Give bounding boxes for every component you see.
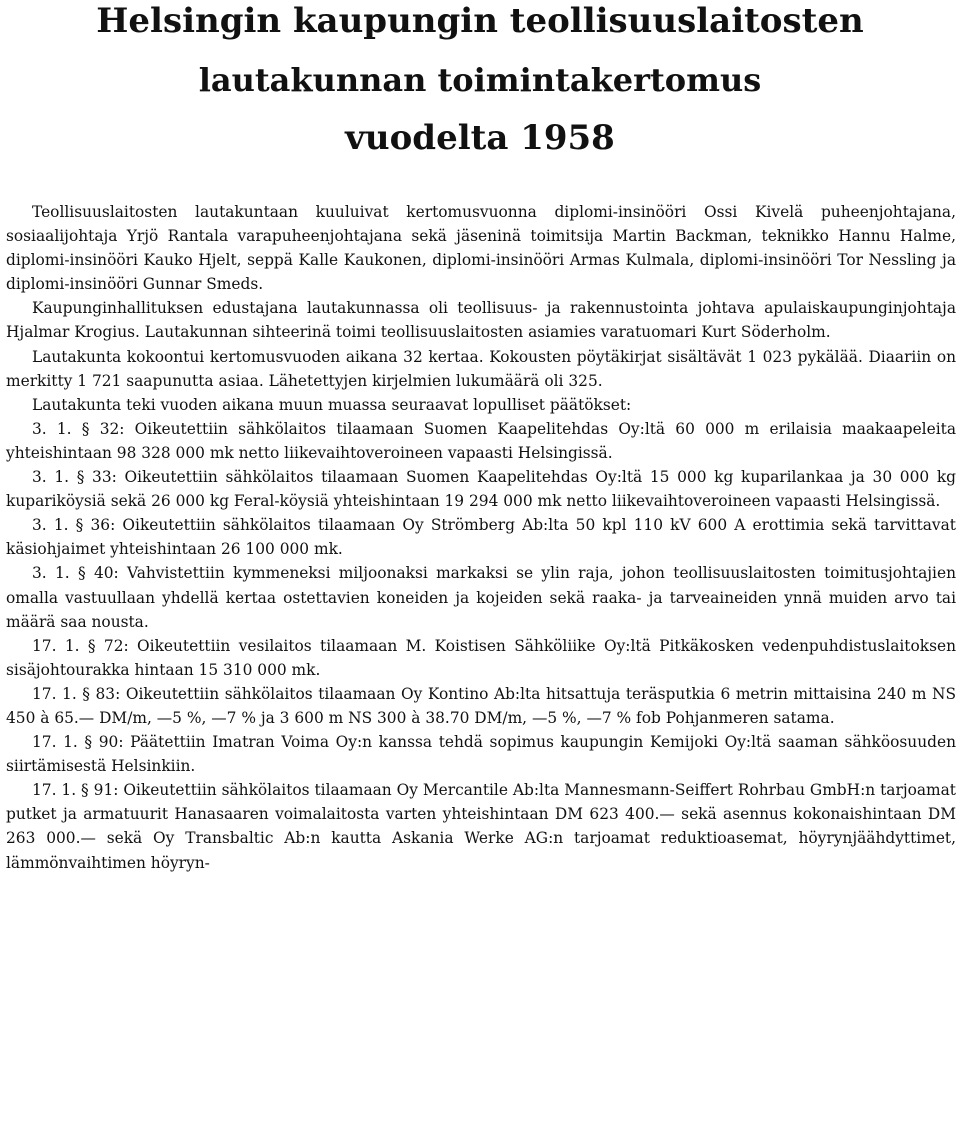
decision-item: 3. 1. § 32: Oikeutettiin sähkölaitos tilaamaan Suomen Kaapelitehdas Oy:ltä 60 000 m erilaisia maakaapeleita yhteishintaan 98 328 000 mk netto liikevaihtoveroineen vapaasti Helsingissä. <box>6 419 956 462</box>
title-line-3: vuodelta 1958 <box>345 118 615 158</box>
decision-item: 17. 1. § 72: Oikeutettiin vesilaitos tilaamaan M. Koistisen Sähköliike Oy:ltä Pitkäkosken vedenpuhdistuslaitoksen sisäjohtourakka hintaan 15 310 000 mk. <box>6 636 956 679</box>
document-body <box>6 200 956 875</box>
title-line-1: Helsingin kaupungin teollisuuslaitosten <box>96 1 864 41</box>
paragraph-meetings: Lautakunta kokoontui kertomusvuoden aikana 32 kertaa. Kokousten pöytäkirjat sisältävät 1 023 pykälää. Diaariin on merkitty 1 721 saapunutta asiaa. Lähetettyjen kirjelmien lukumäärä oli 325. <box>6 347 956 390</box>
decision-item: 3. 1. § 36: Oikeutettiin sähkölaitos tilaamaan Oy Strömberg Ab:lta 50 kpl 110 kV 600 A erottimia sekä tarvittavat käsiohjaimet yhteishintaan 26 100 000 mk. <box>6 516 956 559</box>
decision-item: 3. 1. § 33: Oikeutettiin sähkölaitos tilaamaan Suomen Kaapelitehdas Oy:ltä 15 000 kg kuparilankaa ja 30 000 kg kupariköysiä sekä 26 000 kg Feral-köysiä yhteishintaan 19 294 000 mk netto liikevaihtoveroineen vapaasti Helsingissä. <box>6 468 956 511</box>
paragraph-members: Teollisuuslaitosten lautakuntaan kuuluivat kertomusvuonna diplomi-insinööri Ossi Kivelä puheenjohtajana, sosiaalijohtaja Yrjö Rantala varapuheenjohtajana sekä jäseninä toimitsija Martin Backman, teknikko Hannu Halme, diplomi-insinööri Kauko Hjelt, seppä Kalle Kaukonen, diplomi-insinööri Armas Kulmala, diplomi-insinööri Tor Nessling ja diplomi-insinööri Gunnar Smeds. <box>6 203 956 294</box>
title-line-2: lautakunnan toimintakertomus <box>198 61 762 99</box>
decision-item: 17. 1. § 90: Päätettiin Imatran Voima Oy:n kanssa tehdä sopimus kaupungin Kemijoki Oy:ltä saaman sähköosuuden siirtämisestä Helsinkiin. <box>6 733 956 776</box>
decision-item: 17. 1. § 83: Oikeutettiin sähkölaitos tilaamaan Oy Kontino Ab:lta hitsattuja teräsputkia 6 metrin mittaisina 240 m NS 450 à 65.— DM/m, —5 %, —7 % ja 3 600 m NS 300 à 38.70 DM/m, —5 %, —7 % fob Pohjanmeren satama. <box>6 684 956 727</box>
paragraph-decisions-intro: Lautakunta teki vuoden aikana muun muassa seuraavat lopulliset päätökset: <box>32 395 632 414</box>
decision-item: 17. 1. § 91: Oikeutettiin sähkölaitos tilaamaan Oy Mercantile Ab:lta Mannesmann-Seiffert Rohrbau GmbH:n tarjoamat putket ja armatuurit Hanasaaren voimalaitosta varten yhteishintaan DM 623 400.— sekä asennus kokonaishintaan DM 263 000.— sekä Oy Transbaltic Ab:n kautta Askania Werke AG:n tarjoamat reduktioasemat, höyrynjäähdyttimet, lämmönvaihtimen höyryn- <box>6 781 956 872</box>
paragraph-representative: Kaupunginhallituksen edustajana lautakunnassa oli teollisuus- ja rakennustointa johtava apulaiskaupunginjohtaja Hjalmar Krogius. Lautakunnan sihteerinä toimi teollisuuslaitosten asiamies varatuomari Kurt Söderholm. <box>6 299 956 342</box>
decision-item: 3. 1. § 40: Vahvistettiin kymmeneksi miljoonaksi markaksi se ylin raja, johon teollisuuslaitosten toimitusjohtajien omalla vastuullaan yhdellä kertaa ostettavien koneiden ja kojeiden sekä raaka- ja tarveaineiden ynnä muiden arvo tai määrä saa nousta. <box>6 564 956 631</box>
